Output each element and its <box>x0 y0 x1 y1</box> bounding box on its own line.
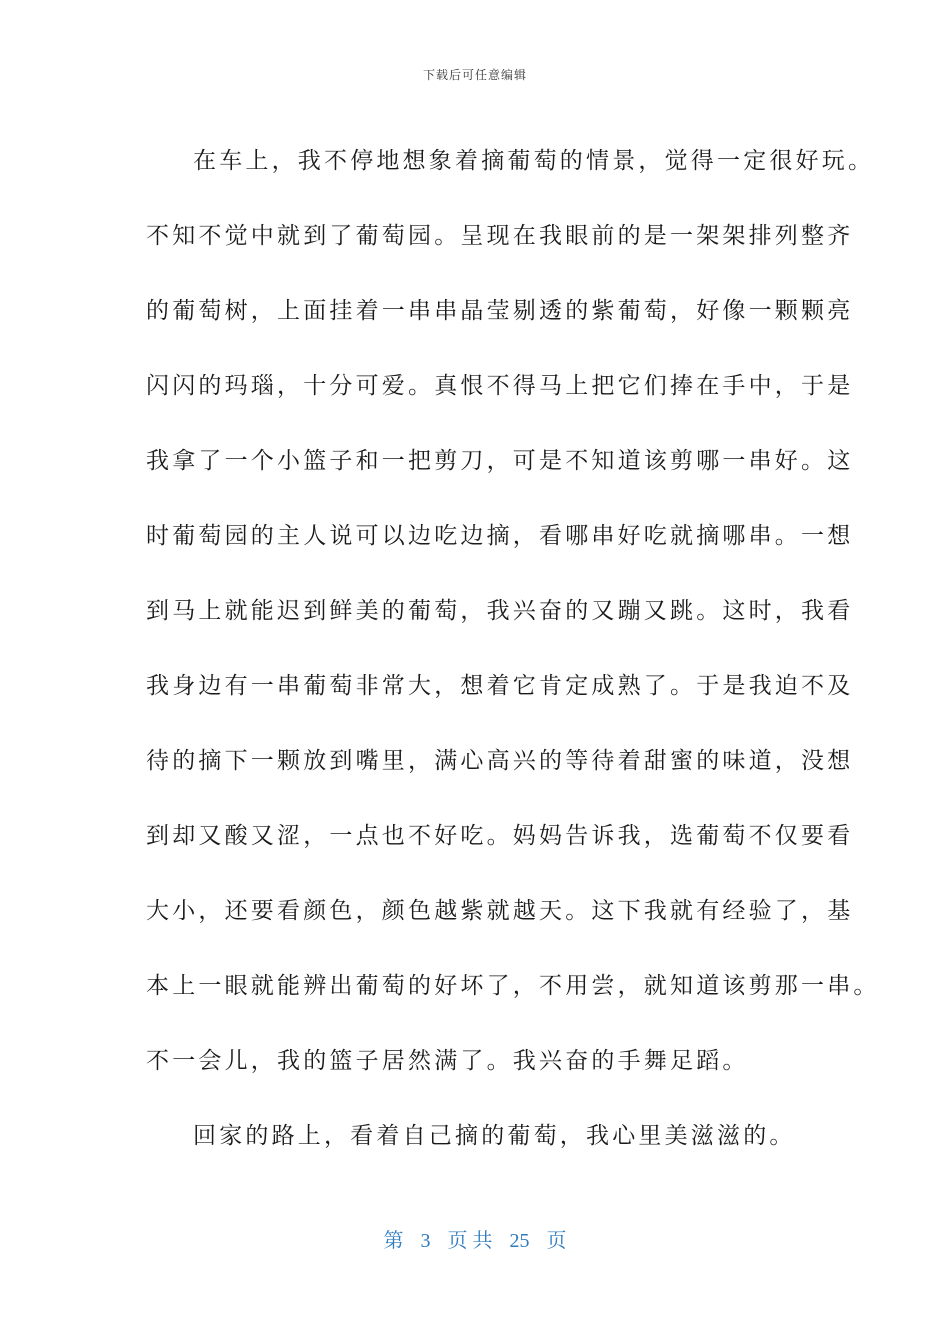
paragraph-1-line-11: 大小，还要看颜色，颜色越紫就越天。这下我就有经验了，基 <box>146 898 854 924</box>
paragraph-1-line-3: 的葡萄树，上面挂着一串串晶莹剔透的紫葡萄，好像一颗颗亮 <box>146 298 854 324</box>
footer-prefix: 第 <box>383 1230 404 1252</box>
page-footer <box>0 1224 950 1253</box>
paragraph-1-line-4: 闪闪的玛瑙，十分可爱。真恨不得马上把它们捧在手中，于是 <box>146 373 854 399</box>
paragraph-2-line-1: 回家的路上，看着自己摘的葡萄，我心里美滋滋的。 <box>193 1123 796 1149</box>
paragraph-1-line-13: 不一会儿，我的篮子居然满了。我兴奋的手舞足蹈。 <box>146 1048 749 1074</box>
paragraph-1-line-8: 我身边有一串葡萄非常大，想着它肯定成熟了。于是我迫不及 <box>146 673 854 699</box>
paragraph-1-line-2: 不知不觉中就到了葡萄园。呈现在我眼前的是一架架排列整齐 <box>146 223 854 249</box>
footer-middle: 页 共 <box>447 1230 493 1252</box>
paragraph-1-line-7: 到马上就能迟到鲜美的葡萄，我兴奋的又蹦又跳。这时，我看 <box>146 598 854 624</box>
paragraph-1-line-1: 在车上，我不停地想象着摘葡萄的情景，觉得一定很好玩。 <box>193 148 875 174</box>
document-body <box>146 124 880 1174</box>
footer-total-pages: 25 <box>509 1230 530 1252</box>
paragraph-1-line-10: 到却又酸又涩，一点也不好吃。妈妈告诉我，选葡萄不仅要看 <box>146 823 854 849</box>
page-header: 下载后可任意编辑 <box>422 68 527 82</box>
paragraph-1-line-6: 时葡萄园的主人说可以边吃边摘，看哪串好吃就摘哪串。一想 <box>146 523 854 549</box>
paragraph-1-line-12: 本上一眼就能辨出葡萄的好坏了，不用尝，就知道该剪那一串。 <box>146 973 880 999</box>
footer-page-number: 3 <box>420 1230 431 1252</box>
paragraph-1-line-9: 待的摘下一颗放到嘴里，满心高兴的等待着甜蜜的味道，没想 <box>146 748 854 774</box>
paragraph-1-line-5: 我拿了一个小篮子和一把剪刀，可是不知道该剪哪一串好。这 <box>146 448 854 474</box>
footer-suffix: 页 <box>546 1230 567 1252</box>
